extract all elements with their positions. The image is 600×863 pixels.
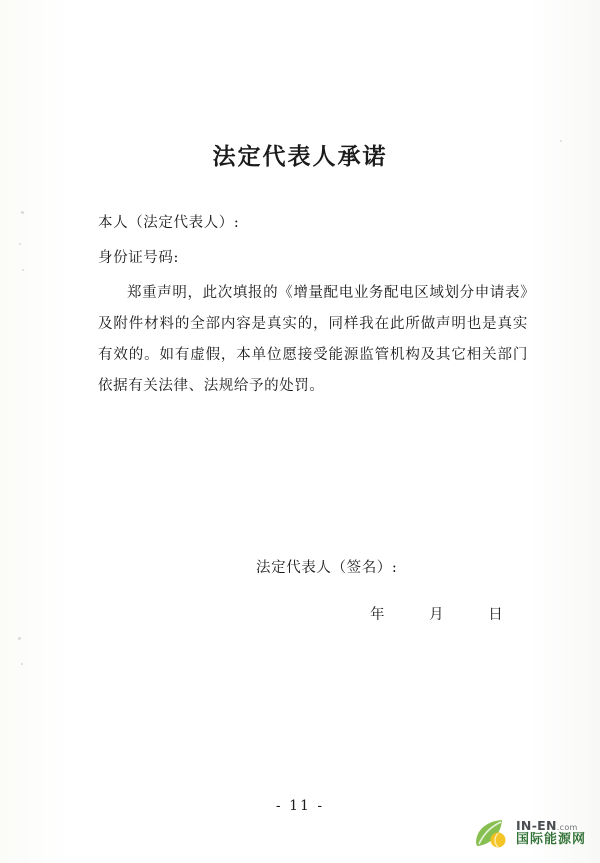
document-body: [98, 208, 528, 406]
signature-block: [98, 556, 528, 624]
scan-speckle: [21, 211, 24, 214]
page-title: 法定代表人承诺: [212, 144, 388, 170]
paragraph-self-declaration: 本人（法定代表人）:: [98, 215, 240, 231]
paragraph-statement: 郑重声明，此次填报的《增量配电业务配电区域划分申请表》及附件材料的全部内容是真实的，同样我在此所做声明也是真实有效的。如有虚假，本单位愿接受能源监管机构及其它相关部门依据有关法律、法规给予的处罚。: [98, 285, 528, 394]
watermark-text: [516, 819, 586, 846]
signature-label: 法定代表人（签名）:: [256, 560, 398, 576]
paragraph-id-number: 身份证号码:: [98, 250, 179, 266]
watermark-name-en-suffix: .com: [556, 823, 578, 833]
scan-speckle: [22, 269, 24, 271]
date-line: 年 月 日: [370, 607, 523, 623]
leaf-icon: [470, 813, 510, 853]
watermark-name-en: [516, 819, 586, 832]
watermark-name-cn: 国际能源网: [515, 831, 586, 847]
page-number: - 11 -: [275, 798, 325, 814]
scan-speckle: [19, 243, 21, 245]
scan-speckle: [18, 637, 21, 640]
scan-speckle: [21, 663, 23, 665]
watermark-name-en-main: IN-EN: [515, 818, 557, 834]
watermark-logo: [470, 813, 586, 853]
